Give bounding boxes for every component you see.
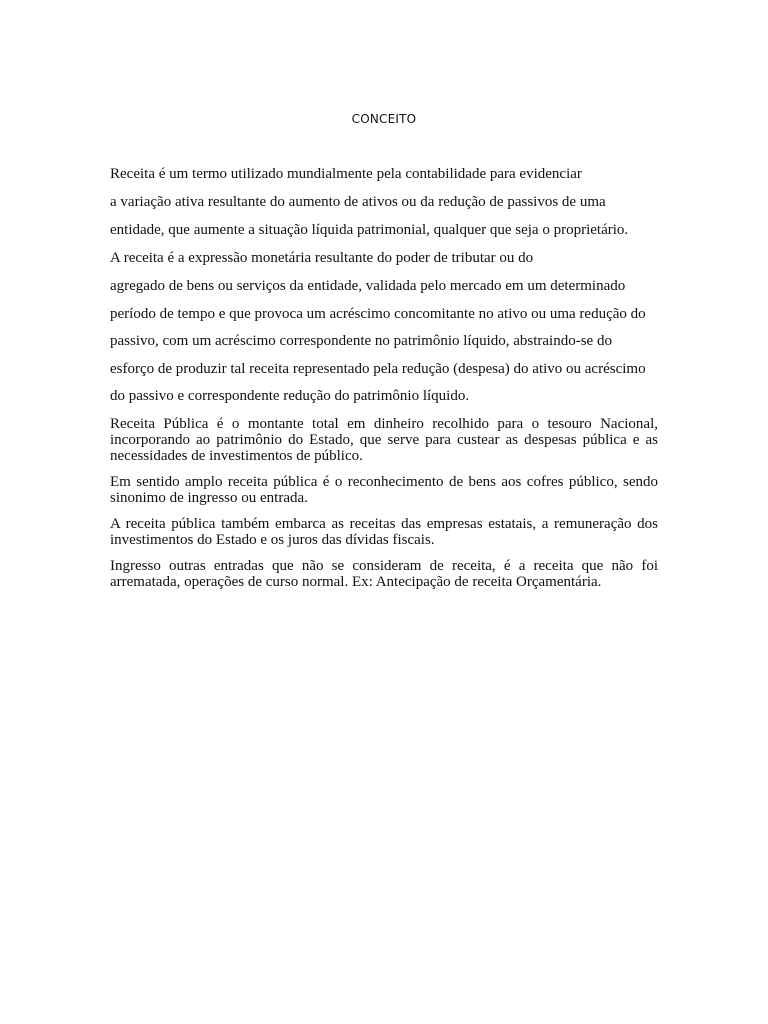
body-line: esforço de produzir tal receita representado pela redução (despesa) do ativo ou acréscimo bbox=[110, 361, 646, 377]
body-paragraph: A receita pública também embarca as receitas das empresas estatais, a remuneração dos investimentos do Estado e os juros das dívidas fiscais. bbox=[110, 516, 658, 548]
body-line: entidade, que aumente a situação líquida patrimonial, qualquer que seja o proprietário. bbox=[110, 222, 629, 238]
body-line: A receita é a expressão monetária resultante do poder de tributar ou do bbox=[110, 250, 534, 266]
body-line: a variação ativa resultante do aumento de ativos ou da redução de passivos de uma bbox=[110, 194, 606, 210]
body-line: agregado de bens ou serviços da entidade, validada pelo mercado em um determinado bbox=[110, 278, 626, 294]
body-line: Receita é um termo utilizado mundialmente pela contabilidade para evidenciar bbox=[110, 166, 582, 182]
body-line: do passivo e correspondente redução do patrimônio líquido. bbox=[110, 388, 470, 404]
body-line: período de tempo e que provoca um acréscimo concomitante no ativo ou uma redução do bbox=[110, 306, 646, 322]
body-line: passivo, com um acréscimo correspondente no patrimônio líquido, abstraindo-se do bbox=[110, 333, 612, 349]
body-paragraph: Ingresso outras entradas que não se consideram de receita, é a receita que não foi arrematada, operações de curso normal. Ex: Antecipação de receita Orçamentária. bbox=[110, 558, 658, 590]
body-paragraph: Em sentido amplo receita pública é o reconhecimento de bens aos cofres público, sendo sinonimo de ingresso ou entrada. bbox=[110, 474, 658, 506]
document-title: CONCEITO bbox=[351, 112, 417, 126]
document-body bbox=[110, 166, 658, 600]
body-paragraph: Receita Pública é o montante total em dinheiro recolhido para o tesouro Nacional, incorporando ao patrimônio do Estado, que serve para custear as despesas pública e as necessidades de investimentos de público. bbox=[110, 416, 658, 464]
